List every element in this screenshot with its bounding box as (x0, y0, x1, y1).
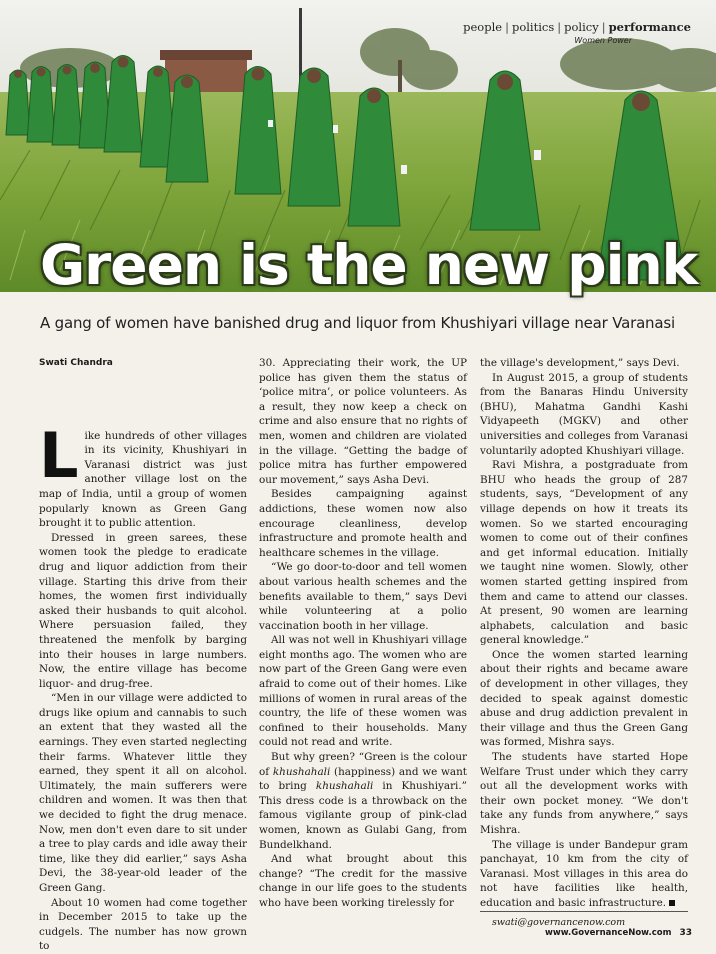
page-footer (545, 928, 692, 938)
article-paragraph: But why green? “Green is the colour of khushahali (happiness) and we want to bring khushahali in Khushiyari.” This dress code is a throwback on the famous vigilante group of pink-clad women, known as Gulabi Gang, from Bundelkhand. (259, 751, 467, 851)
article-paragraph: Dressed in green sarees, these women took the pledge to eradicate drug and liquor addiction from their village. Starting this drive from their homes, the women first individually asked their husbands to quit alcohol. Where persuasion failed, they threatened the menfolk by barging into their houses in large numbers. Now, the entire village has become liquor- and drug-free. (39, 531, 247, 690)
article-column-1 (39, 356, 247, 954)
subsection-label: Women Power (574, 36, 632, 45)
section-policy[interactable]: policy (564, 20, 599, 34)
end-mark-icon (669, 900, 675, 906)
article-paragraph: “Men in our village were addicted to drugs like opium and cannabis to such an extent that they wasted all the earnings. They even started neglecting their farms. Whatever little they earned, they spent it all on alcohol. Ultimately, the main sufferers were children and women. It was then that we decided to fight the drug menace. Now, men don't even dare to sit under a tree to play cards and idle away their time, like they did earlier,” says Asha Devi, the 38-year-old leader of the Green Gang. (39, 692, 247, 894)
article-paragraph: The village is under Bandepur gram panchayat, 10 km from the city of Varanasi. Most villages in this area do not have facilities like health, education and basic infrastructure. (480, 838, 688, 909)
article-column-2 (259, 356, 467, 911)
article-paragraph: Besides campaigning against addictions, these women now also encourage cleanliness, develop infrastructure and promote health and healthcare schemes in the village. (259, 488, 467, 559)
article-paragraph: Like hundreds of other villages in its vicinity, Khushiyari in Varanasi district was just another village lost on the map of India, until a group of women popularly known as Green Gang brought it to public attention. (39, 418, 247, 530)
article-paragraph: The students have started Hope Welfare Trust under which they carry out all the development works with their own pocket money. “We don't take any funds from anywhere,” says Mishra. (480, 751, 688, 836)
article-paragraph: 30. Appreciating their work, the UP police has given them the status of ‘police mitra’, or police volunteers. As a result, they now keep a check on crime and also ensure that no rights of men, women and children are violated in the village. “Getting the badge of police mitra has further empowered our movement,” says Asha Devi. (259, 357, 467, 486)
article-paragraph: “We go door-to-door and tell women about various health schemes and the benefits available to them,” says Devi while volunteering at a polio vaccination booth in her village. (259, 561, 467, 632)
standfirst: A gang of women have banished drug and liquor from Khushiyari village near Varanasi (40, 314, 675, 332)
section-people[interactable]: people (463, 20, 503, 34)
article-paragraph: Once the women started learning about their rights and became aware of development in other villages, they decided to speak against domestic abuse and drug addiction prevalent in their village and thus the Green Gang was formed, Mishra says. (480, 648, 688, 749)
section-nav: people | politics | policy | performance Women Power (460, 20, 694, 45)
page-number: 33 (679, 928, 692, 938)
article-paragraph: In August 2015, a group of students from the Banaras Hindu University (BHU), Mahatma Gandhi Kashi Vidyapeeth (MGKV) and other universities and colleges from Varanasi voluntarily adopted Khushiyari village. (480, 371, 688, 457)
article-column-3 (480, 356, 688, 930)
article-paragraph: All was not well in Khushiyari village eight months ago. The women who are now part of the Green Gang were even afraid to come out of their homes. Like millions of women in rural areas of the country, the life of these women was confined to their households. Many could not read and write. (259, 634, 467, 749)
article-paragraph: About 10 women had come together in December 2015 to take up the cudgels. The number has now grown to (39, 896, 247, 953)
author-email[interactable]: swati@governancenow.com (480, 911, 688, 931)
byline: Swati Chandra (39, 358, 113, 368)
footer-site[interactable]: www.GovernanceNow.com (545, 928, 672, 938)
section-performance[interactable]: performance (608, 20, 691, 34)
article-paragraph: And what brought about this change? “The credit for the massive change in our life goes to the students who have been working tirelessly for (259, 853, 467, 909)
headline: Green is the new pink (40, 233, 698, 297)
dropcap: L (39, 418, 79, 492)
section-politics[interactable]: politics (511, 20, 555, 34)
article-paragraph: Ravi Mishra, a postgraduate from BHU who heads the group of 287 students, says, “Development of any village depends on how it treats its women. So we started encouraging women to come out of their confines and get informal education. Initially we taught nine women. Slowly, other women started getting inspired from them and came to attend our classes. At present, 90 women are learning alphabets, calculation and basic general knowledge.” (480, 459, 688, 647)
article-paragraph: the village's development,” says Devi. (480, 357, 680, 369)
